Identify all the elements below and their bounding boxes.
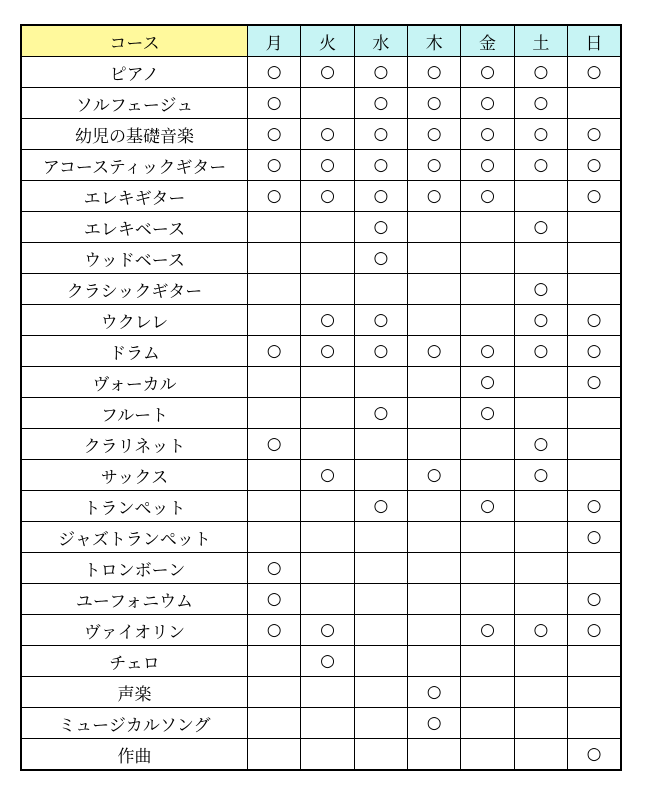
schedule-cell-mon: [248, 57, 301, 88]
available-mark: ○: [373, 248, 389, 268]
schedule-cell-fri: [461, 553, 514, 584]
schedule-cell-mon: [248, 398, 301, 429]
schedule-cell-thu: [408, 305, 461, 336]
schedule-cell-fri: [461, 739, 514, 771]
schedule-cell-fri: [461, 522, 514, 553]
schedule-cell-wed: [354, 274, 407, 305]
schedule-cell-sun: [568, 646, 621, 677]
schedule-cell-wed: [354, 460, 407, 491]
available-mark: ○: [373, 93, 389, 113]
schedule-cell-wed: [354, 584, 407, 615]
schedule-cell-thu: [408, 119, 461, 150]
available-mark: ○: [426, 124, 442, 144]
table-row: [21, 429, 621, 460]
schedule-cell-sat: [514, 305, 567, 336]
schedule-cell-mon: [248, 274, 301, 305]
schedule-cell-wed: [354, 243, 407, 274]
table-row: [21, 88, 621, 119]
available-mark: ○: [266, 558, 282, 578]
schedule-cell-wed: [354, 305, 407, 336]
available-mark: ○: [320, 310, 335, 330]
course-name-cell: アコースティックギター: [21, 150, 248, 181]
schedule-cell-tue: [301, 708, 354, 739]
schedule-cell-tue: [301, 553, 354, 584]
schedule-cell-mon: [248, 212, 301, 243]
available-mark: ○: [266, 620, 282, 640]
available-mark: ○: [480, 341, 495, 361]
course-name-cell: トランペット: [21, 491, 248, 522]
table-row: [21, 212, 621, 243]
schedule-cell-fri: [461, 88, 514, 119]
table-row: [21, 398, 621, 429]
available-mark: ○: [373, 124, 389, 144]
schedule-cell-sat: [514, 243, 567, 274]
schedule-cell-mon: [248, 677, 301, 708]
schedule-cell-wed: [354, 212, 407, 243]
schedule-cell-fri: [461, 460, 514, 491]
schedule-cell-wed: [354, 398, 407, 429]
course-name-cell: ドラム: [21, 336, 248, 367]
schedule-cell-sun: [568, 584, 621, 615]
schedule-cell-thu: [408, 739, 461, 771]
schedule-cell-tue: [301, 305, 354, 336]
schedule-cell-sat: [514, 367, 567, 398]
available-mark: ○: [373, 186, 389, 206]
available-mark: ○: [373, 341, 389, 361]
available-mark: ○: [266, 186, 282, 206]
table-row: [21, 367, 621, 398]
schedule-cell-mon: [248, 305, 301, 336]
schedule-cell-tue: [301, 367, 354, 398]
available-mark: ○: [586, 310, 602, 330]
schedule-cell-sat: [514, 739, 567, 771]
schedule-cell-thu: [408, 429, 461, 460]
available-mark: ○: [320, 465, 335, 485]
schedule-cell-tue: [301, 88, 354, 119]
table-row: [21, 553, 621, 584]
schedule-cell-fri: [461, 615, 514, 646]
schedule-cell-mon: [248, 615, 301, 646]
schedule-cell-wed: [354, 119, 407, 150]
available-mark: ○: [533, 310, 549, 330]
course-name-cell: ウクレレ: [21, 305, 248, 336]
available-mark: ○: [586, 589, 602, 609]
schedule-cell-fri: [461, 367, 514, 398]
available-mark: ○: [373, 496, 389, 516]
schedule-cell-mon: [248, 646, 301, 677]
schedule-cell-fri: [461, 336, 514, 367]
available-mark: ○: [426, 62, 442, 82]
available-mark: ○: [586, 341, 602, 361]
schedule-cell-thu: [408, 181, 461, 212]
course-name-cell: クラリネット: [21, 429, 248, 460]
schedule-cell-mon: [248, 367, 301, 398]
table-row: [21, 491, 621, 522]
schedule-cell-wed: [354, 57, 407, 88]
available-mark: ○: [480, 155, 495, 175]
schedule-cell-thu: [408, 460, 461, 491]
available-mark: ○: [586, 155, 602, 175]
available-mark: ○: [426, 465, 442, 485]
schedule-cell-thu: [408, 212, 461, 243]
schedule-cell-sun: [568, 367, 621, 398]
schedule-cell-mon: [248, 150, 301, 181]
schedule-cell-wed: [354, 491, 407, 522]
schedule-cell-fri: [461, 119, 514, 150]
schedule-cell-mon: [248, 181, 301, 212]
table-body: [21, 57, 621, 771]
schedule-cell-tue: [301, 150, 354, 181]
schedule-cell-sat: [514, 429, 567, 460]
schedule-cell-sat: [514, 460, 567, 491]
schedule-cell-thu: [408, 491, 461, 522]
schedule-cell-sun: [568, 57, 621, 88]
table-row: [21, 646, 621, 677]
schedule-cell-mon: [248, 460, 301, 491]
schedule-cell-tue: [301, 460, 354, 491]
available-mark: ○: [320, 620, 335, 640]
course-name-cell: ヴォーカル: [21, 367, 248, 398]
schedule-cell-sun: [568, 615, 621, 646]
schedule-cell-tue: [301, 243, 354, 274]
schedule-cell-mon: [248, 553, 301, 584]
schedule-cell-fri: [461, 243, 514, 274]
available-mark: ○: [480, 186, 495, 206]
available-mark: ○: [426, 713, 442, 733]
schedule-cell-sat: [514, 584, 567, 615]
available-mark: ○: [586, 744, 602, 764]
schedule-cell-thu: [408, 243, 461, 274]
table-row: [21, 274, 621, 305]
schedule-cell-tue: [301, 274, 354, 305]
available-mark: ○: [533, 465, 549, 485]
schedule-cell-tue: [301, 119, 354, 150]
schedule-cell-sun: [568, 429, 621, 460]
available-mark: ○: [480, 93, 495, 113]
schedule-cell-thu: [408, 367, 461, 398]
schedule-cell-mon: [248, 243, 301, 274]
available-mark: ○: [533, 620, 549, 640]
schedule-cell-wed: [354, 336, 407, 367]
table-row: [21, 243, 621, 274]
schedule-cell-tue: [301, 522, 354, 553]
schedule-cell-sun: [568, 708, 621, 739]
schedule-cell-thu: [408, 88, 461, 119]
schedule-cell-fri: [461, 150, 514, 181]
schedule-cell-tue: [301, 739, 354, 771]
header-row: [21, 25, 621, 57]
schedule-cell-thu: [408, 677, 461, 708]
schedule-cell-sat: [514, 615, 567, 646]
table-row: [21, 739, 621, 771]
available-mark: ○: [373, 155, 389, 175]
course-name-cell: チェロ: [21, 646, 248, 677]
schedule-cell-wed: [354, 553, 407, 584]
schedule-cell-sun: [568, 677, 621, 708]
schedule-cell-wed: [354, 150, 407, 181]
available-mark: ○: [320, 155, 335, 175]
schedule-cell-mon: [248, 491, 301, 522]
schedule-cell-tue: [301, 584, 354, 615]
available-mark: ○: [533, 279, 549, 299]
schedule-cell-sun: [568, 553, 621, 584]
schedule-cell-sun: [568, 88, 621, 119]
schedule-cell-sat: [514, 336, 567, 367]
day-header-mon: 月: [248, 25, 301, 57]
course-column-header: コース: [21, 25, 248, 57]
schedule-cell-mon: [248, 522, 301, 553]
schedule-cell-thu: [408, 522, 461, 553]
schedule-cell-thu: [408, 584, 461, 615]
schedule-cell-sat: [514, 491, 567, 522]
course-schedule-table: [20, 24, 622, 771]
schedule-cell-fri: [461, 584, 514, 615]
schedule-cell-tue: [301, 646, 354, 677]
available-mark: ○: [266, 124, 282, 144]
course-name-cell: クラシックギター: [21, 274, 248, 305]
available-mark: ○: [373, 217, 389, 237]
schedule-cell-fri: [461, 181, 514, 212]
schedule-cell-sun: [568, 336, 621, 367]
available-mark: ○: [426, 186, 442, 206]
available-mark: ○: [480, 124, 495, 144]
schedule-cell-tue: [301, 398, 354, 429]
available-mark: ○: [586, 186, 602, 206]
available-mark: ○: [480, 620, 495, 640]
available-mark: ○: [586, 372, 602, 392]
available-mark: ○: [320, 124, 335, 144]
schedule-cell-fri: [461, 429, 514, 460]
table-row: [21, 119, 621, 150]
schedule-cell-sat: [514, 57, 567, 88]
schedule-cell-sun: [568, 212, 621, 243]
day-header-sun: 日: [568, 25, 621, 57]
schedule-cell-sun: [568, 150, 621, 181]
table-row: [21, 181, 621, 212]
schedule-cell-thu: [408, 57, 461, 88]
schedule-cell-sat: [514, 150, 567, 181]
available-mark: ○: [266, 341, 282, 361]
schedule-cell-sat: [514, 181, 567, 212]
available-mark: ○: [426, 155, 442, 175]
schedule-cell-sat: [514, 646, 567, 677]
schedule-cell-sat: [514, 212, 567, 243]
schedule-cell-fri: [461, 646, 514, 677]
schedule-cell-thu: [408, 150, 461, 181]
schedule-cell-fri: [461, 212, 514, 243]
schedule-cell-sun: [568, 181, 621, 212]
schedule-cell-sat: [514, 119, 567, 150]
schedule-cell-tue: [301, 491, 354, 522]
available-mark: ○: [320, 62, 335, 82]
table-row: [21, 336, 621, 367]
schedule-cell-sun: [568, 398, 621, 429]
schedule-cell-fri: [461, 57, 514, 88]
schedule-cell-tue: [301, 429, 354, 460]
available-mark: ○: [320, 186, 335, 206]
course-name-cell: エレキベース: [21, 212, 248, 243]
schedule-cell-sun: [568, 460, 621, 491]
available-mark: ○: [480, 62, 495, 82]
schedule-cell-sun: [568, 739, 621, 771]
available-mark: ○: [320, 651, 335, 671]
schedule-cell-sun: [568, 491, 621, 522]
schedule-cell-wed: [354, 88, 407, 119]
schedule-cell-fri: [461, 305, 514, 336]
schedule-cell-mon: [248, 708, 301, 739]
available-mark: ○: [533, 155, 549, 175]
schedule-cell-sat: [514, 677, 567, 708]
available-mark: ○: [533, 62, 549, 82]
schedule-cell-sun: [568, 305, 621, 336]
table-row: [21, 57, 621, 88]
day-header-sat: 土: [514, 25, 567, 57]
schedule-cell-sun: [568, 522, 621, 553]
schedule-cell-sat: [514, 88, 567, 119]
course-name-cell: サックス: [21, 460, 248, 491]
schedule-cell-wed: [354, 677, 407, 708]
table-row: [21, 522, 621, 553]
schedule-cell-fri: [461, 398, 514, 429]
course-name-cell: ユーフォニウム: [21, 584, 248, 615]
available-mark: ○: [480, 496, 495, 516]
available-mark: ○: [373, 403, 389, 423]
available-mark: ○: [533, 341, 549, 361]
schedule-cell-sat: [514, 274, 567, 305]
course-name-cell: フルート: [21, 398, 248, 429]
schedule-cell-mon: [248, 88, 301, 119]
available-mark: ○: [320, 341, 335, 361]
available-mark: ○: [266, 62, 282, 82]
available-mark: ○: [266, 434, 282, 454]
available-mark: ○: [586, 124, 602, 144]
table-row: [21, 615, 621, 646]
available-mark: ○: [480, 372, 495, 392]
available-mark: ○: [426, 341, 442, 361]
available-mark: ○: [533, 217, 549, 237]
schedule-cell-thu: [408, 615, 461, 646]
available-mark: ○: [426, 682, 442, 702]
course-name-cell: ミュージカルソング: [21, 708, 248, 739]
schedule-cell-wed: [354, 708, 407, 739]
schedule-cell-fri: [461, 491, 514, 522]
schedule-cell-wed: [354, 429, 407, 460]
table-row: [21, 460, 621, 491]
schedule-cell-fri: [461, 677, 514, 708]
schedule-cell-sat: [514, 522, 567, 553]
schedule-cell-tue: [301, 677, 354, 708]
schedule-cell-mon: [248, 119, 301, 150]
table-row: [21, 305, 621, 336]
course-name-cell: トロンボーン: [21, 553, 248, 584]
available-mark: ○: [266, 155, 282, 175]
schedule-cell-sun: [568, 274, 621, 305]
schedule-cell-mon: [248, 584, 301, 615]
schedule-cell-tue: [301, 181, 354, 212]
available-mark: ○: [586, 620, 602, 640]
schedule-cell-fri: [461, 274, 514, 305]
table-row: [21, 677, 621, 708]
schedule-cell-thu: [408, 274, 461, 305]
schedule-cell-wed: [354, 615, 407, 646]
course-name-cell: ソルフェージュ: [21, 88, 248, 119]
course-name-cell: ジャズトランペット: [21, 522, 248, 553]
schedule-cell-tue: [301, 212, 354, 243]
schedule-cell-sun: [568, 243, 621, 274]
available-mark: ○: [586, 62, 602, 82]
schedule-cell-thu: [408, 336, 461, 367]
day-header-tue: 火: [301, 25, 354, 57]
course-name-cell: 幼児の基礎音楽: [21, 119, 248, 150]
course-name-cell: ヴァイオリン: [21, 615, 248, 646]
available-mark: ○: [373, 62, 389, 82]
course-name-cell: 作曲: [21, 739, 248, 771]
schedule-cell-sat: [514, 398, 567, 429]
schedule-cell-wed: [354, 646, 407, 677]
day-header-wed: 水: [354, 25, 407, 57]
schedule-cell-thu: [408, 553, 461, 584]
available-mark: ○: [480, 403, 495, 423]
available-mark: ○: [533, 93, 549, 113]
schedule-cell-wed: [354, 522, 407, 553]
available-mark: ○: [586, 527, 602, 547]
table-row: [21, 708, 621, 739]
schedule-cell-thu: [408, 646, 461, 677]
day-header-fri: 金: [461, 25, 514, 57]
schedule-cell-wed: [354, 367, 407, 398]
schedule-cell-sun: [568, 119, 621, 150]
day-header-thu: 木: [408, 25, 461, 57]
available-mark: ○: [533, 124, 549, 144]
schedule-cell-tue: [301, 615, 354, 646]
available-mark: ○: [533, 434, 549, 454]
course-name-cell: ピアノ: [21, 57, 248, 88]
available-mark: ○: [426, 93, 442, 113]
course-name-cell: ウッドベース: [21, 243, 248, 274]
table-row: [21, 584, 621, 615]
schedule-cell-tue: [301, 336, 354, 367]
schedule-cell-sat: [514, 553, 567, 584]
available-mark: ○: [266, 93, 282, 113]
schedule-cell-mon: [248, 429, 301, 460]
available-mark: ○: [373, 310, 389, 330]
available-mark: ○: [266, 589, 282, 609]
schedule-cell-tue: [301, 57, 354, 88]
schedule-cell-thu: [408, 708, 461, 739]
schedule-cell-thu: [408, 398, 461, 429]
table-row: [21, 150, 621, 181]
schedule-cell-wed: [354, 739, 407, 771]
course-name-cell: 声楽: [21, 677, 248, 708]
schedule-cell-wed: [354, 181, 407, 212]
schedule-cell-mon: [248, 336, 301, 367]
course-name-cell: エレキギター: [21, 181, 248, 212]
available-mark: ○: [586, 496, 602, 516]
schedule-cell-sat: [514, 708, 567, 739]
schedule-cell-fri: [461, 708, 514, 739]
schedule-cell-mon: [248, 739, 301, 771]
